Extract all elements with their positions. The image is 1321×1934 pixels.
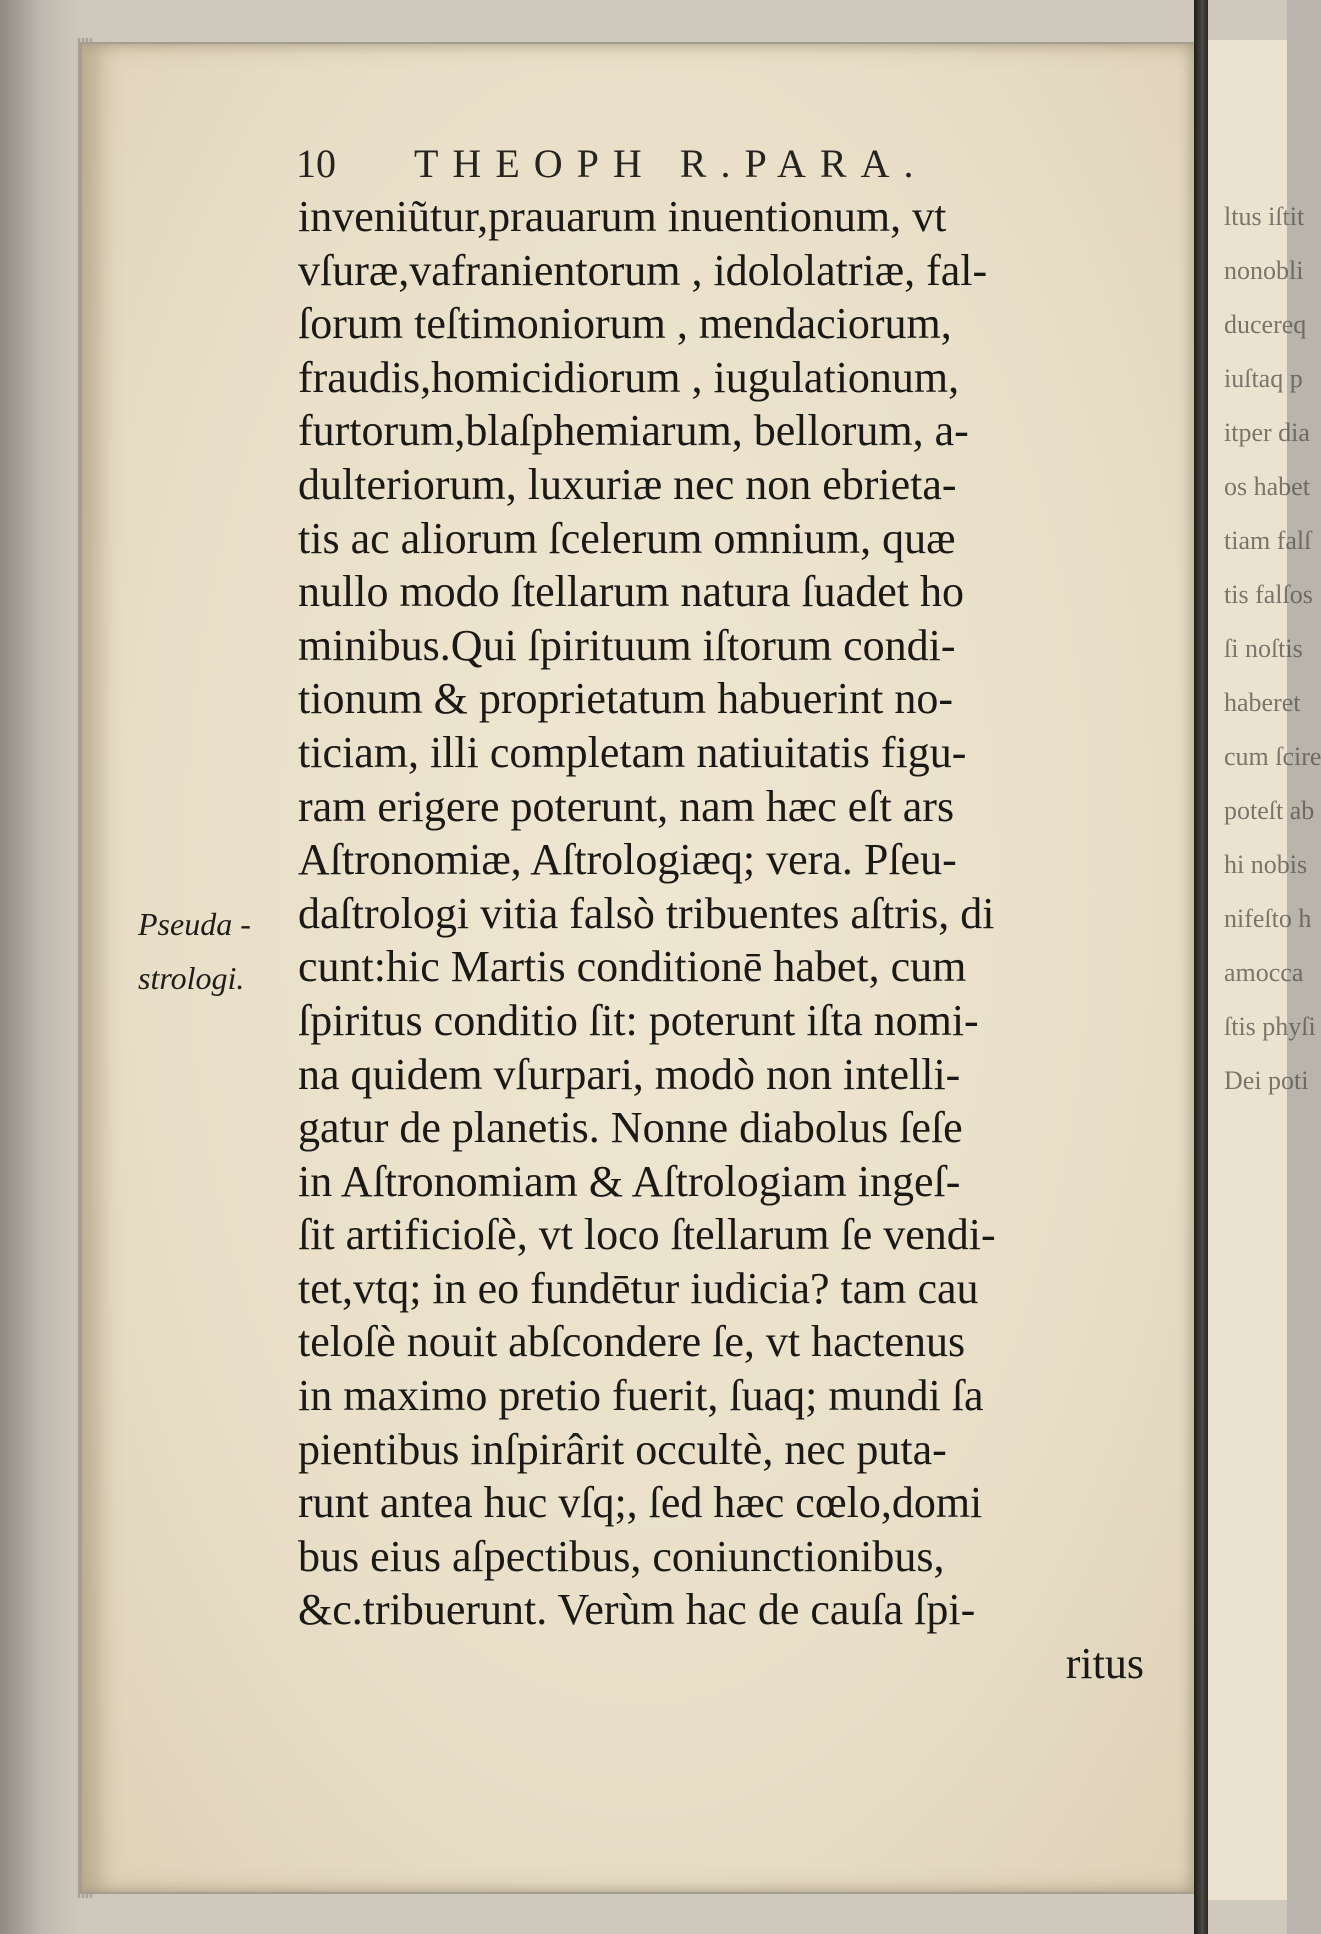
- text-line: ſit artificioſè, vt loco ſtellarum ſe vendi-: [298, 1210, 996, 1260]
- marginal-note-line: strologi.: [138, 960, 245, 996]
- facing-page-fragment: ltus iſtit: [1224, 202, 1305, 231]
- text-line: furtorum,blaſphemiarum, bellorum, a-: [298, 406, 969, 456]
- text-line: na quidem vſurpari, modò non intelli-: [298, 1049, 961, 1099]
- facing-page-fragment: Dei poti: [1224, 1066, 1309, 1095]
- facing-page-fragment: tis falſos: [1224, 580, 1313, 609]
- text-line: ſpiritus conditio ſit: poterunt iſta nomi-: [298, 995, 979, 1045]
- facing-page-fragment: os habet: [1224, 472, 1310, 501]
- text-line: ſorum teſtimoniorum , mendaciorum,: [298, 299, 952, 349]
- facing-page-edge: [1208, 40, 1321, 1900]
- book-gutter: [1194, 0, 1208, 1934]
- main-text-block: [298, 190, 1158, 1691]
- text-line: tionum & proprietatum habuerint no-: [298, 674, 953, 724]
- text-line: bus eius aſpectibus, coniunctionibus,: [298, 1531, 945, 1581]
- facing-page-fragment: poteſt ab: [1224, 796, 1315, 825]
- text-line: gatur de planetis. Nonne diabolus ſeſe: [298, 1103, 963, 1153]
- text-line: Aſtronomiæ, Aſtrologiæq; vera. Pſeu-: [298, 835, 957, 885]
- facing-page-fragment: itper dia: [1224, 418, 1310, 447]
- text-line: dulteriorum, luxuriæ nec non ebrieta-: [298, 459, 957, 509]
- text-line: pientibus inſpirârit occultè, nec puta-: [298, 1424, 947, 1474]
- facing-page-fragment: iuſtaq p: [1224, 364, 1303, 393]
- facing-page-fragment: hi nobis: [1224, 850, 1308, 879]
- facing-page-fragment: haberet: [1224, 688, 1301, 717]
- text-line: cunt:hic Martis conditionē habet, cum: [298, 942, 967, 992]
- facing-page-fragment: ſtis phyſi: [1224, 1012, 1316, 1041]
- text-line: tet,vtq; in eo fundētur iudicia? tam cau: [298, 1263, 979, 1313]
- text-line: minibus.Qui ſpirituum iſtorum condi-: [298, 620, 956, 670]
- facing-page-fragment: amocca: [1224, 958, 1304, 987]
- running-head: [296, 140, 1056, 187]
- facing-page-fragment: nifeſto h: [1224, 904, 1312, 933]
- text-line: in Aſtronomiam & Aſtrologiam ingeſ-: [298, 1156, 961, 1206]
- catchword: ritus: [1065, 1639, 1144, 1689]
- page-number: 10: [296, 141, 336, 186]
- text-line: ticiam, illi completam natiuitatis figu-: [298, 727, 967, 777]
- facing-page-fragment: cum ſcire: [1224, 742, 1321, 771]
- text-line: fraudis,homicidiorum , iugulationum,: [298, 352, 960, 402]
- running-title: THEOPH R.PARA.: [414, 141, 928, 186]
- text-line: daſtrologi vitia falsò tribuentes aſtris, di: [298, 888, 995, 938]
- facing-page-fragment: tiam falſ: [1224, 526, 1312, 555]
- text-line: ram erigere poterunt, nam hæc eſt ars: [298, 781, 955, 831]
- text-line: nullo modo ſtellarum natura ſuadet ho: [298, 567, 964, 617]
- facing-page-fragment: ducereq: [1224, 310, 1307, 339]
- text-line: tis ac aliorum ſcelerum omnium, quæ: [298, 513, 956, 563]
- text-line: runt antea huc vſq;, ſed hæc cœlo,domi: [298, 1478, 983, 1528]
- facing-page-fragment: nonobli: [1224, 256, 1304, 285]
- marginal-note: [138, 897, 298, 1005]
- text-line: inveniũtur,prauarum inuentionum, vt: [298, 192, 947, 241]
- facing-page-top: [1208, 40, 1287, 190]
- facing-page-fragment: ſi noſtis: [1224, 634, 1303, 663]
- marginal-note-line: Pseuda -: [138, 906, 251, 942]
- text-line: &c.tribuerunt. Verùm hac de cauſa ſpi-: [298, 1585, 976, 1635]
- text-line: vſuræ,vafranientorum , idololatriæ, fal-: [298, 245, 988, 295]
- text-line: in maximo pretio fuerit, ſuaq; mundi ſa: [298, 1371, 984, 1421]
- text-line: teloſè nouit abſcondere ſe, vt hactenus: [298, 1317, 966, 1367]
